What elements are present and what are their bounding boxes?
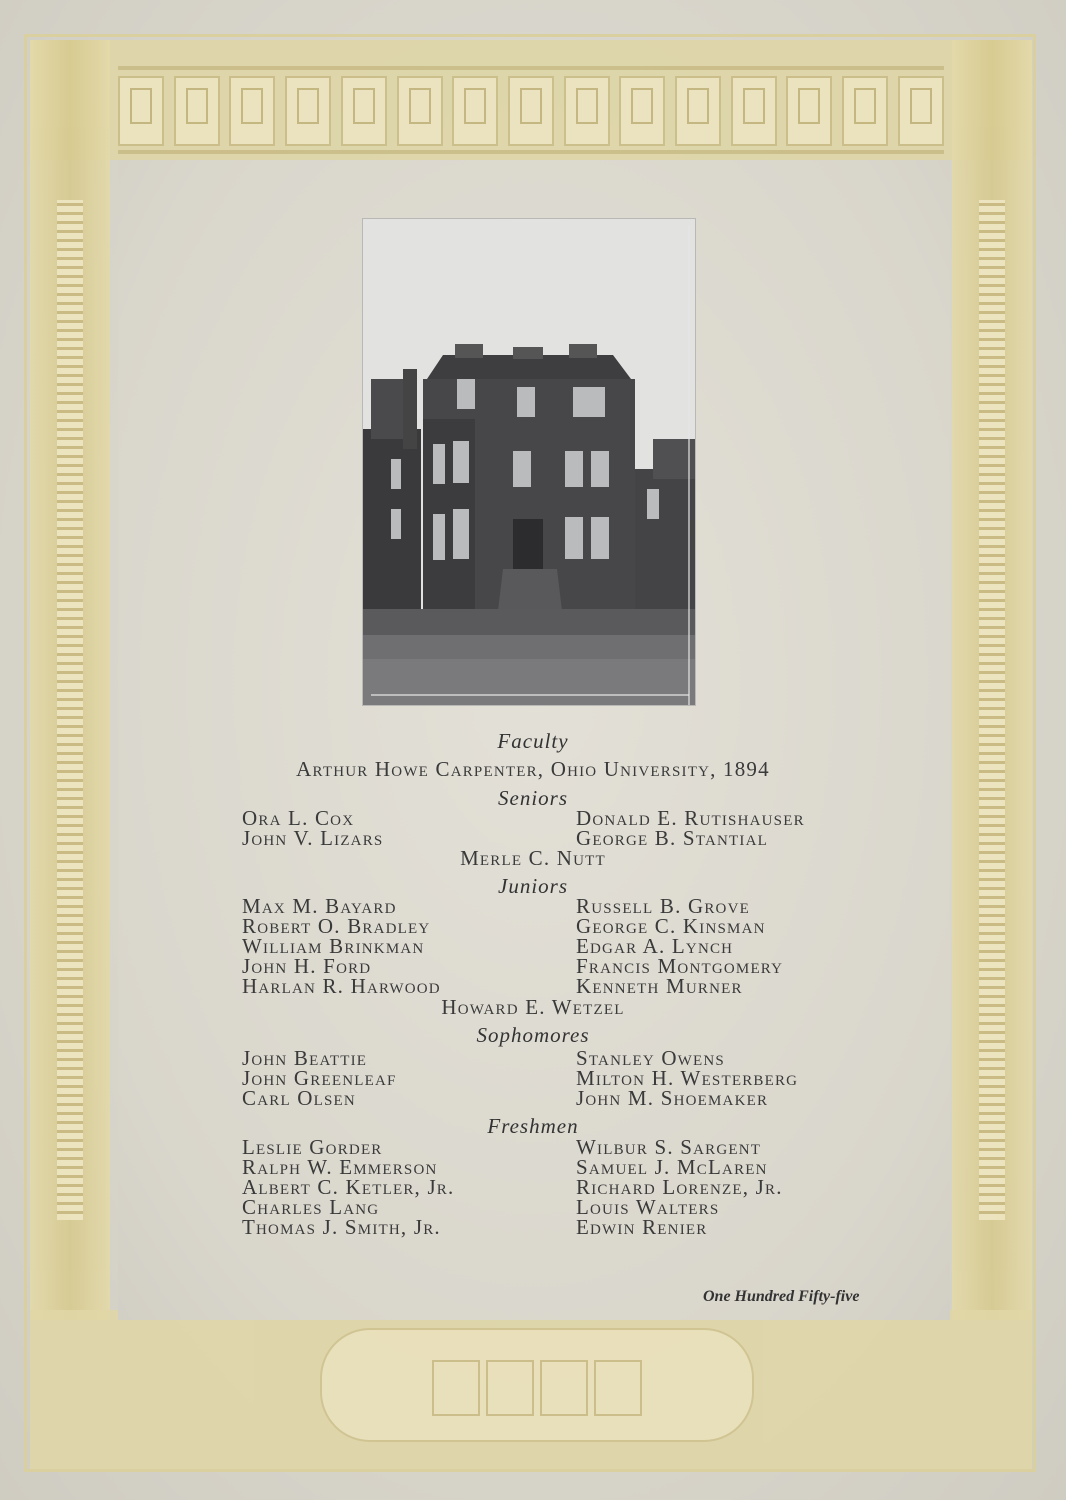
member-name: George C. Kinsman	[576, 914, 766, 938]
sophomores-heading: Sophomores	[476, 1023, 590, 1047]
member-name: John M. Shoemaker	[576, 1086, 769, 1110]
member-name: Leslie Gorder	[242, 1135, 383, 1159]
juniors-heading: Juniors	[498, 874, 568, 898]
juniors-left-column	[242, 896, 441, 996]
freshmen-left-column	[242, 1137, 454, 1237]
member-name: Russell B. Grove	[576, 894, 750, 918]
member-name: Edwin Renier	[576, 1215, 708, 1239]
member-name: Ora L. Cox	[242, 806, 355, 830]
juniors-right-column	[576, 896, 783, 996]
sophomores-left-column	[242, 1048, 397, 1108]
member-name: Kenneth Murner	[576, 974, 743, 998]
member-name: Donald E. Rutishauser	[576, 806, 805, 830]
member-name: Louis Walters	[576, 1195, 720, 1219]
member-name: John Beattie	[242, 1046, 368, 1070]
member-name: John Greenleaf	[242, 1066, 397, 1090]
member-name: Robert O. Bradley	[242, 914, 431, 938]
member-name: Milton H. Westerberg	[576, 1066, 799, 1090]
member-name: Max M. Bayard	[242, 894, 397, 918]
member-name: Stanley Owens	[576, 1046, 725, 1070]
seniors-center-name: Merle C. Nutt	[460, 846, 606, 870]
member-name: George B. Stantial	[576, 826, 768, 850]
member-name: Wilbur S. Sargent	[576, 1135, 762, 1159]
seniors-right-column	[576, 808, 805, 848]
chapter-house-photo	[362, 218, 696, 706]
sophomores-right-column	[576, 1048, 798, 1108]
member-name: Albert C. Ketler, Jr.	[242, 1175, 455, 1199]
faculty-member: Arthur Howe Carpenter, Ohio University, 1894	[296, 757, 770, 781]
freshmen-right-column	[576, 1137, 783, 1237]
seniors-left-column	[242, 808, 383, 848]
freshmen-heading: Freshmen	[487, 1114, 579, 1138]
member-name: Charles Lang	[242, 1195, 380, 1219]
member-name: Richard Lorenze, Jr.	[576, 1175, 783, 1199]
member-name: Francis Montgomery	[576, 954, 784, 978]
member-name: Samuel J. McLaren	[576, 1155, 768, 1179]
juniors-center-name: Howard E. Wetzel	[441, 995, 625, 1019]
member-name: John H. Ford	[242, 954, 372, 978]
member-name: Ralph W. Emmerson	[242, 1155, 438, 1179]
faculty-heading: Faculty	[497, 729, 569, 753]
member-name: Carl Olsen	[242, 1086, 356, 1110]
page-number: One Hundred Fifty-five	[703, 1288, 860, 1305]
member-name: Edgar A. Lynch	[576, 934, 734, 958]
member-name: Thomas J. Smith, Jr.	[242, 1215, 441, 1239]
member-name: Harlan R. Harwood	[242, 974, 441, 998]
member-name: John V. Lizars	[242, 826, 384, 850]
seniors-heading: Seniors	[498, 786, 568, 810]
member-name: William Brinkman	[242, 934, 425, 958]
